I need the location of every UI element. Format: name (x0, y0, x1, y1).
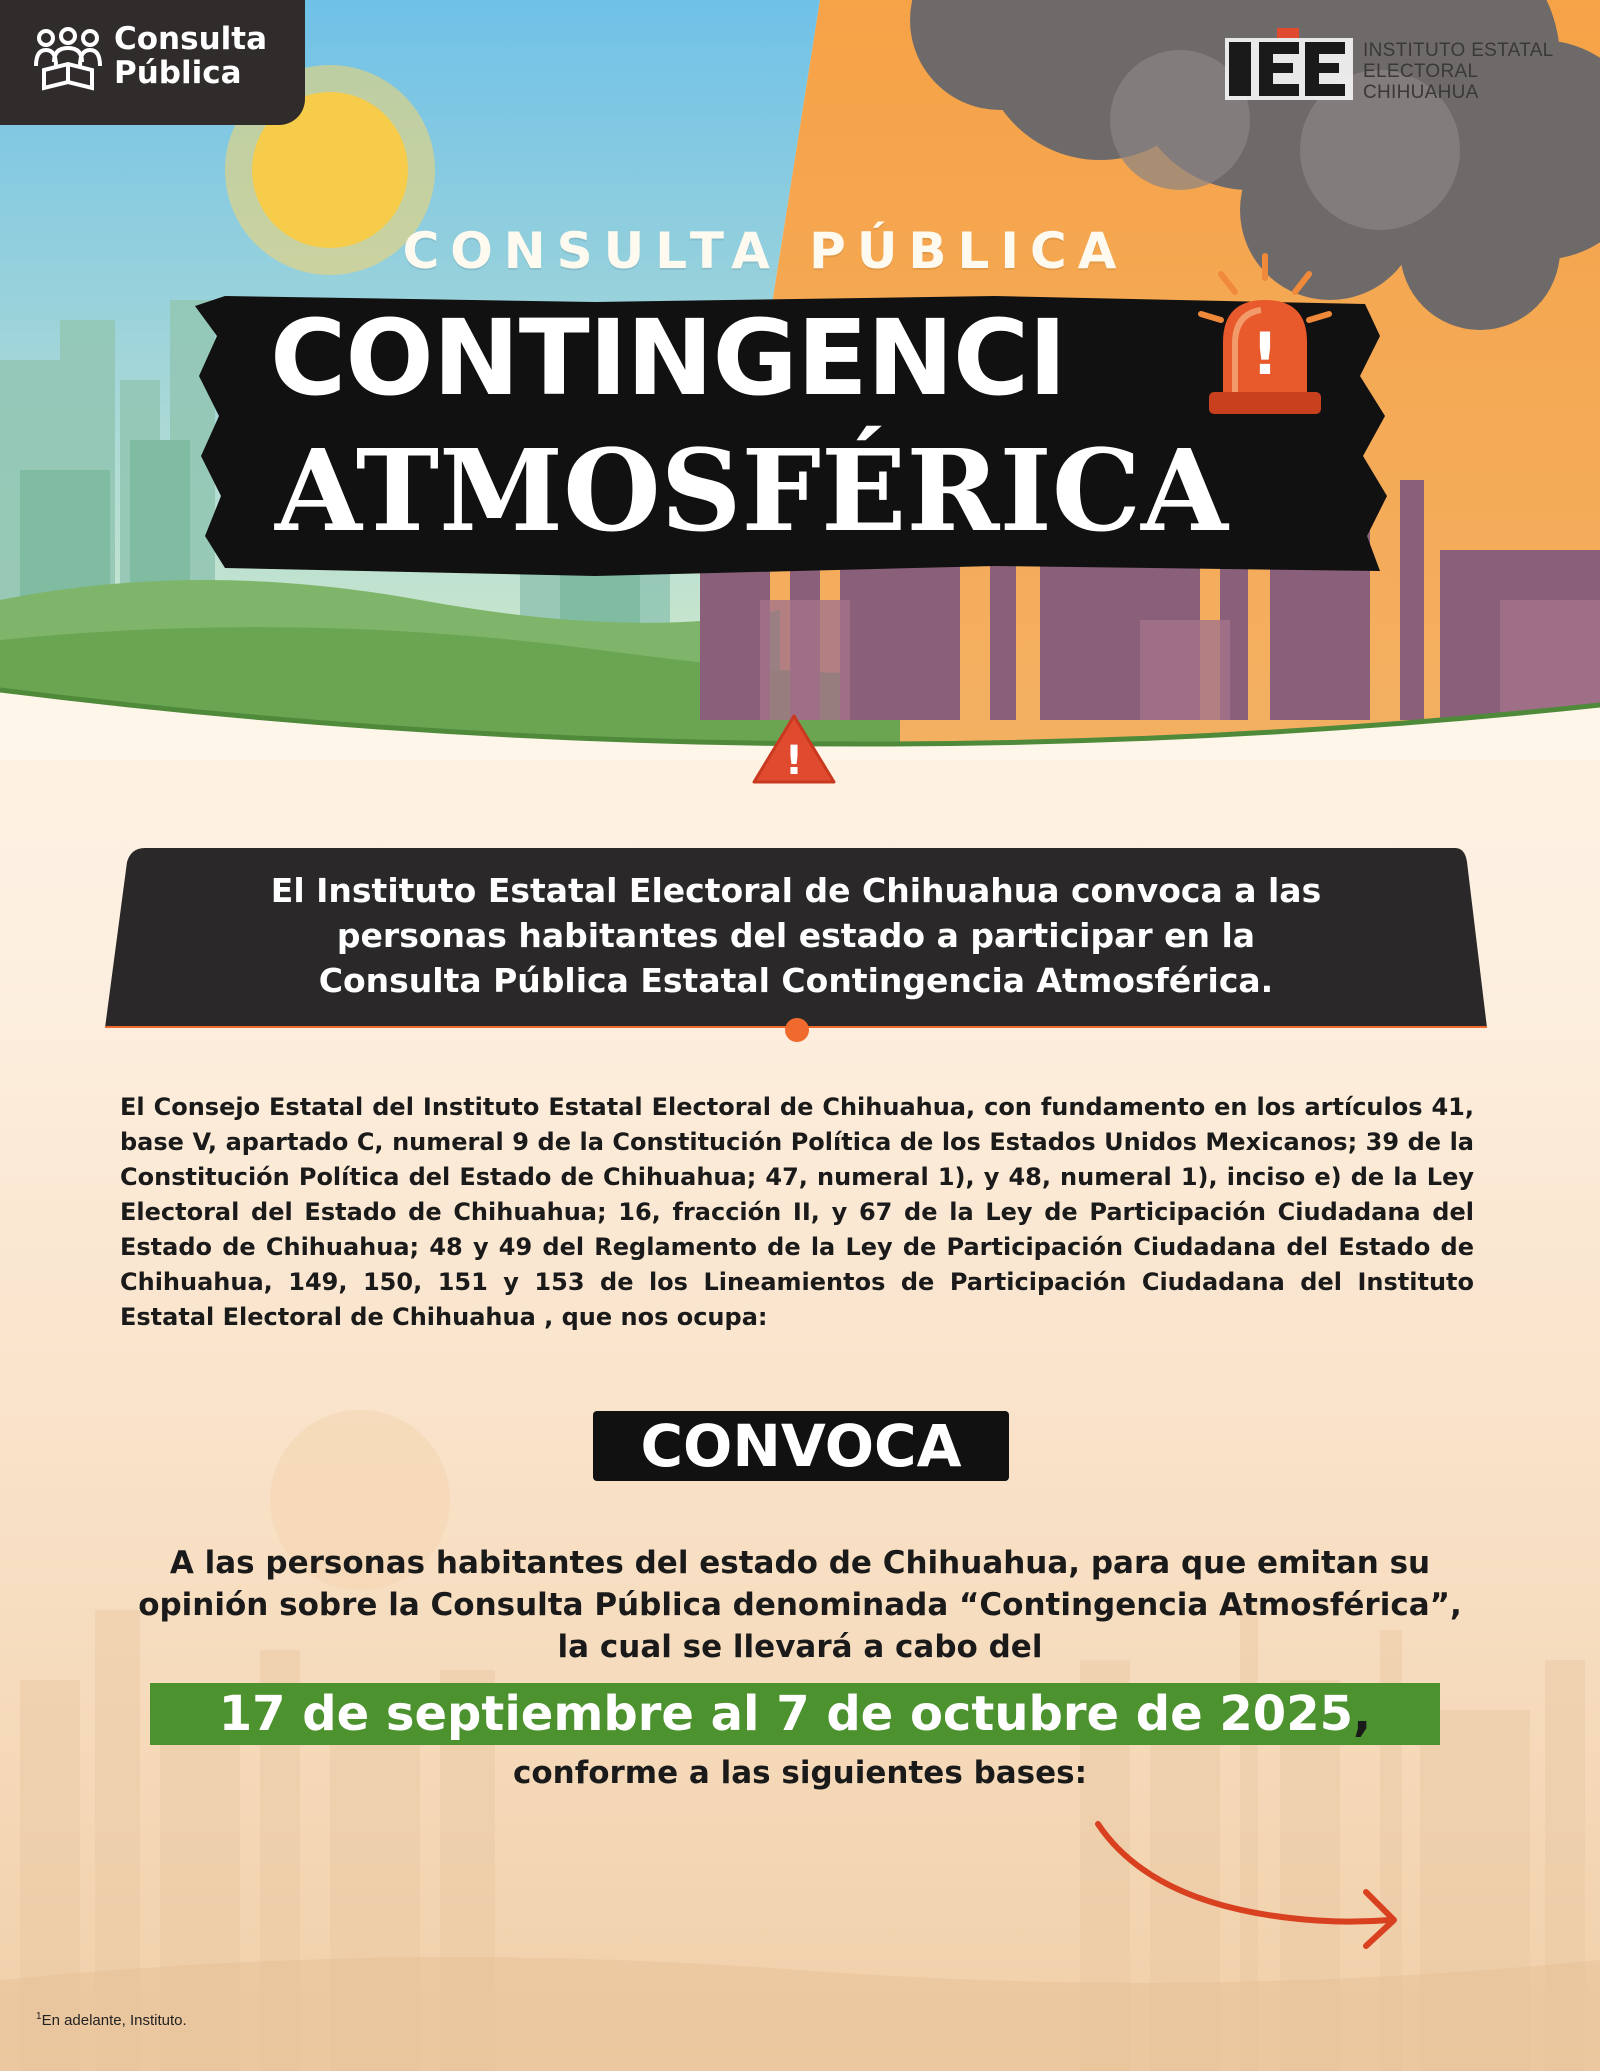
invitation-line2: opinión sobre la Consulta Pública denominada “Contingencia Atmosférica”, (138, 1587, 1462, 1623)
hero-kicker: CONSULTA PÚBLICA (402, 222, 1128, 280)
callout-line1: El Instituto Estatal Electoral de Chihuahua convoca a las (270, 871, 1322, 910)
dates-text: 17 de septiembre al 7 de octubre de 2025 (218, 1686, 1353, 1742)
logo-line2: ELECTORAL CHIHUAHUA (1363, 61, 1479, 103)
people-icon (32, 26, 104, 92)
badge-line1: Consulta (114, 21, 268, 57)
iee-logo (1225, 28, 1585, 106)
warning-icon (752, 712, 836, 784)
invitation-line1: A las personas habitantes del estado de Chihuahua, para que emitan su (169, 1545, 1431, 1581)
footnote (36, 2011, 187, 2029)
legal-basis-text: El Consejo Estatal del Instituto Estatal Electoral de Chihuahua, con fundamento en los artículos 41, base V, apartado C, numeral 9 de la Constitución Política de los Estados Unidos Mexicanos; 39 de la Constitución Política del Estado de Chihuahua; 47, numeral 1), y 48, numeral 1), inciso e) de la Ley Electoral del Estado de Chihuahua; 16, fracción II, y 67 de la Ley de Participación Ciudadana del Estado de Chihuahua; 48 y 49 del Reglamento de la Ley de Participación Ciudadana del Estado de Chihuahua, 149, 150, 151 y 153 de los Lineamientos de Participación Ciudadana del Instituto Estatal Electoral de Chihuahua , que nos ocupa: (120, 1093, 1474, 1331)
hero-title-line1: CONTINGENCI (270, 297, 1066, 419)
svg-text:!: ! (784, 738, 804, 784)
callout-dot (785, 1018, 809, 1042)
badge-line2: Pública (114, 55, 242, 91)
arrow-icon (1090, 1812, 1410, 1952)
callout-line2: personas habitantes del estado a participar en la (336, 916, 1256, 955)
dates-punct: , (1353, 1686, 1372, 1742)
footnote-marker: 1 (36, 2011, 42, 2022)
siren-icon (1195, 252, 1335, 422)
bases-intro: conforme a las siguientes bases: (512, 1755, 1087, 1791)
invitation-line3: la cual se llevará a cabo del (557, 1629, 1043, 1665)
consulta-publica-badge (0, 0, 305, 125)
hero-section (0, 0, 1600, 784)
iee-logo-icon (1225, 28, 1353, 100)
callout-line3: Consulta Pública Estatal Contingencia Atmosférica. (318, 961, 1274, 1000)
invitation-text (100, 1542, 1500, 1668)
svg-text:!: ! (1251, 320, 1279, 388)
hero-title-line2: ATMOSFÉRICA (275, 426, 1228, 557)
convoca-heading: CONVOCA (593, 1411, 1009, 1481)
footnote-text: En adelante, Instituto. (41, 2012, 187, 2029)
consultation-dates (150, 1683, 1440, 1745)
logo-line1: INSTITUTO ESTATAL (1363, 40, 1554, 61)
intro-callout (105, 848, 1487, 1028)
